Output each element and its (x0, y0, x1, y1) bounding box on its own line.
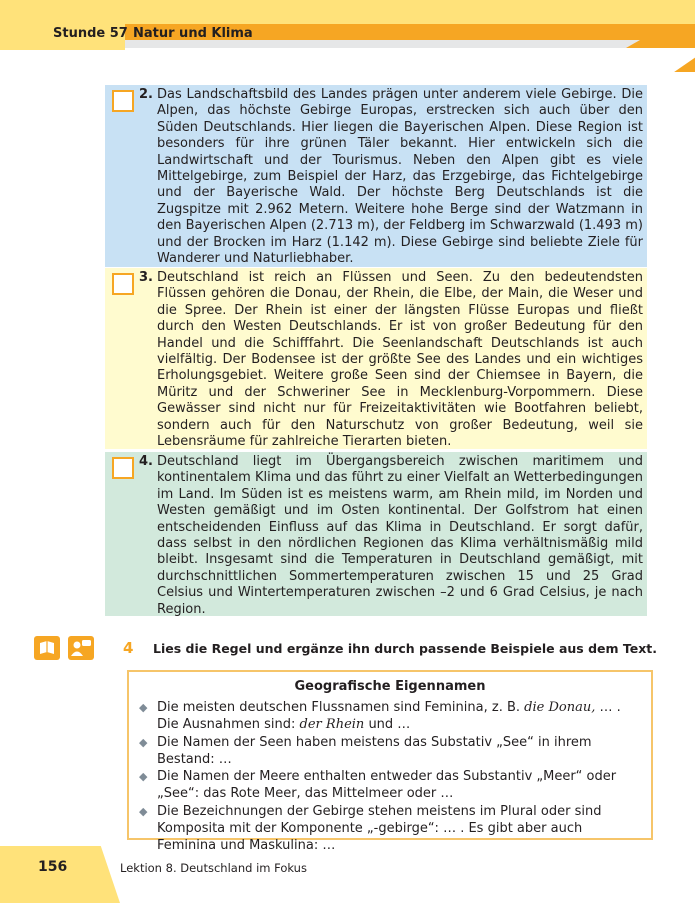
section-text: Das Landschaftsbild des Landes prägen unter anderem viele Gebirge. Die Alpen, das höchste Gebirge Europas, erstrecken sich auch über den Süden Deutschlands. Hier liegen die Bayerischen Alpen. Diese Region ist besonders für ihre grünen Täler bekannt. Hier entwickeln sich die Landwirtschaft und der Tourismus. Neben den Alpen gibt es viele Mittelgebirge, zum Beispiel der Harz, das Erzgebirge, das Fichtelgebirge und der Bayerische Wald. Der höchste Berg Deutschlands ist die Zugspitze mit 2.962 Metern. Weitere hohe Berge sind der Watzmann in den Bayerischen Alpen (2.713 m), der Feldberg im Schwarzwald (1.493 m) und der Brocken im Harz (1.142 m). Diese Gebirge sind beliebte Ziele für Wanderer und Naturliebhaber. (157, 87, 643, 267)
handwritten-answer: die Donau, (524, 700, 596, 715)
section-text: Deutschland ist reich an Flüssen und Seen. Zu den bedeutendsten Flüssen gehören die Donau, der Rhein, die Elbe, der Main, die Weser und die Spree. Der Rhein ist einer der längsten Flüsse Europas und fließt durch den Westen Deutschlands. Er ist von großer Bedeutung für den Handel und die Schifffahrt. Die Seenlandschaft Deutschlands ist auch vielfältig. Der Bodensee ist der größte See des Landes und ein wichtiges Erholungsgebiet. Weitere große Seen sind der Chiemsee in Bayern, die Müritz und der Schweriner See in Mecklenburg-Vorpommern. Diese Gewässer sind nicht nur für Freizeitaktivitäten wie Bootfahren beliebt, sondern auch für den Naturschutz von großer Bedeutung, weil sie Lebensräume für zahlreiche Tierarten bieten. (157, 270, 643, 450)
header-white-stripe (0, 48, 695, 72)
diamond-bullet-icon: ◆ (139, 770, 148, 784)
rule-title: Geografische Eigennamen (294, 679, 486, 694)
rule-text: und … (368, 717, 411, 733)
section-number: 4. (139, 454, 153, 469)
section-number: 2. (139, 87, 153, 102)
handwritten-answer: der Rhein (299, 717, 365, 733)
task-instruction: Lies die Regel und ergänze ihn durch passende Beispiele aus dem Text. (153, 641, 658, 656)
rule-text: Die Namen der Seen haben meistens das Substativ „See“ in ihrem Bestand: … (157, 734, 592, 767)
section-3 (105, 268, 647, 449)
answer-checkbox[interactable] (112, 90, 134, 112)
section-text: Deutschland liegt im Übergangsbereich zwischen maritimem und kontinentalem Klima und das führt zu einer Vielfalt an Wetterbedingungen im Land. Im Süden ist es meistens warm, am Rhein mild, im Norden und Westen gemäßigt und im Osten kontinental. Der Golfstrom hat einen entscheidenden Einfluss auf das Klima in Deutschland. Er sorgt dafür, dass selbst in den nördlichen Regionen das Klima verhältnismäßig mild bleibt. Insgesamt sind die Temperaturen in Deutschland gemäßigt, mit durchschnittlichen Sommertemperaturen zwischen 15 und 25 Grad Celsius und Wintertemperaturen zwischen –2 und 6 Grad Celsius, je nach Region. (157, 454, 643, 617)
rule-box (127, 670, 653, 854)
task-number: 4 (123, 639, 134, 657)
header-highlight (0, 0, 695, 24)
diamond-bullet-icon: ◆ (139, 701, 148, 714)
rule-item (139, 699, 644, 734)
lesson-number: Stunde 57 (53, 26, 128, 41)
rule-item (139, 768, 644, 803)
rule-item (139, 734, 644, 769)
rule-text: Die meisten deutschen Flussnamen sind Feminina, z. B. (157, 700, 521, 715)
lesson-title: Natur und Klima (133, 26, 253, 41)
answer-checkbox[interactable] (112, 273, 134, 295)
rule-text: … . (599, 700, 621, 715)
rule-item (139, 803, 644, 855)
section-number: 3. (139, 270, 153, 285)
person-speech-icon (68, 636, 94, 660)
book-icon (34, 636, 60, 660)
section-2 (105, 85, 647, 267)
rule-text: Die Ausnahmen sind: (157, 717, 296, 733)
diamond-bullet-icon: ◆ (139, 804, 148, 818)
rule-text: Die Bezeichnungen der Gebirge stehen meistens im Plural oder sind Komposita mit der Komponente „-gebirge“: … . Es gibt aber auch Feminina und Maskulina: … (157, 803, 602, 854)
rule-list (139, 699, 644, 855)
footer-text: Lektion 8. Deutschland im Fokus (120, 861, 307, 875)
answer-checkbox[interactable] (112, 457, 134, 479)
section-4 (105, 452, 647, 616)
page-number: 156 (38, 859, 68, 875)
rule-text: Die Namen der Meere enthalten entweder das Substantiv „Meer“ oder „See“: das Rote Meer, das Mittelmeer oder … (157, 769, 617, 802)
diamond-bullet-icon: ◆ (139, 735, 148, 749)
